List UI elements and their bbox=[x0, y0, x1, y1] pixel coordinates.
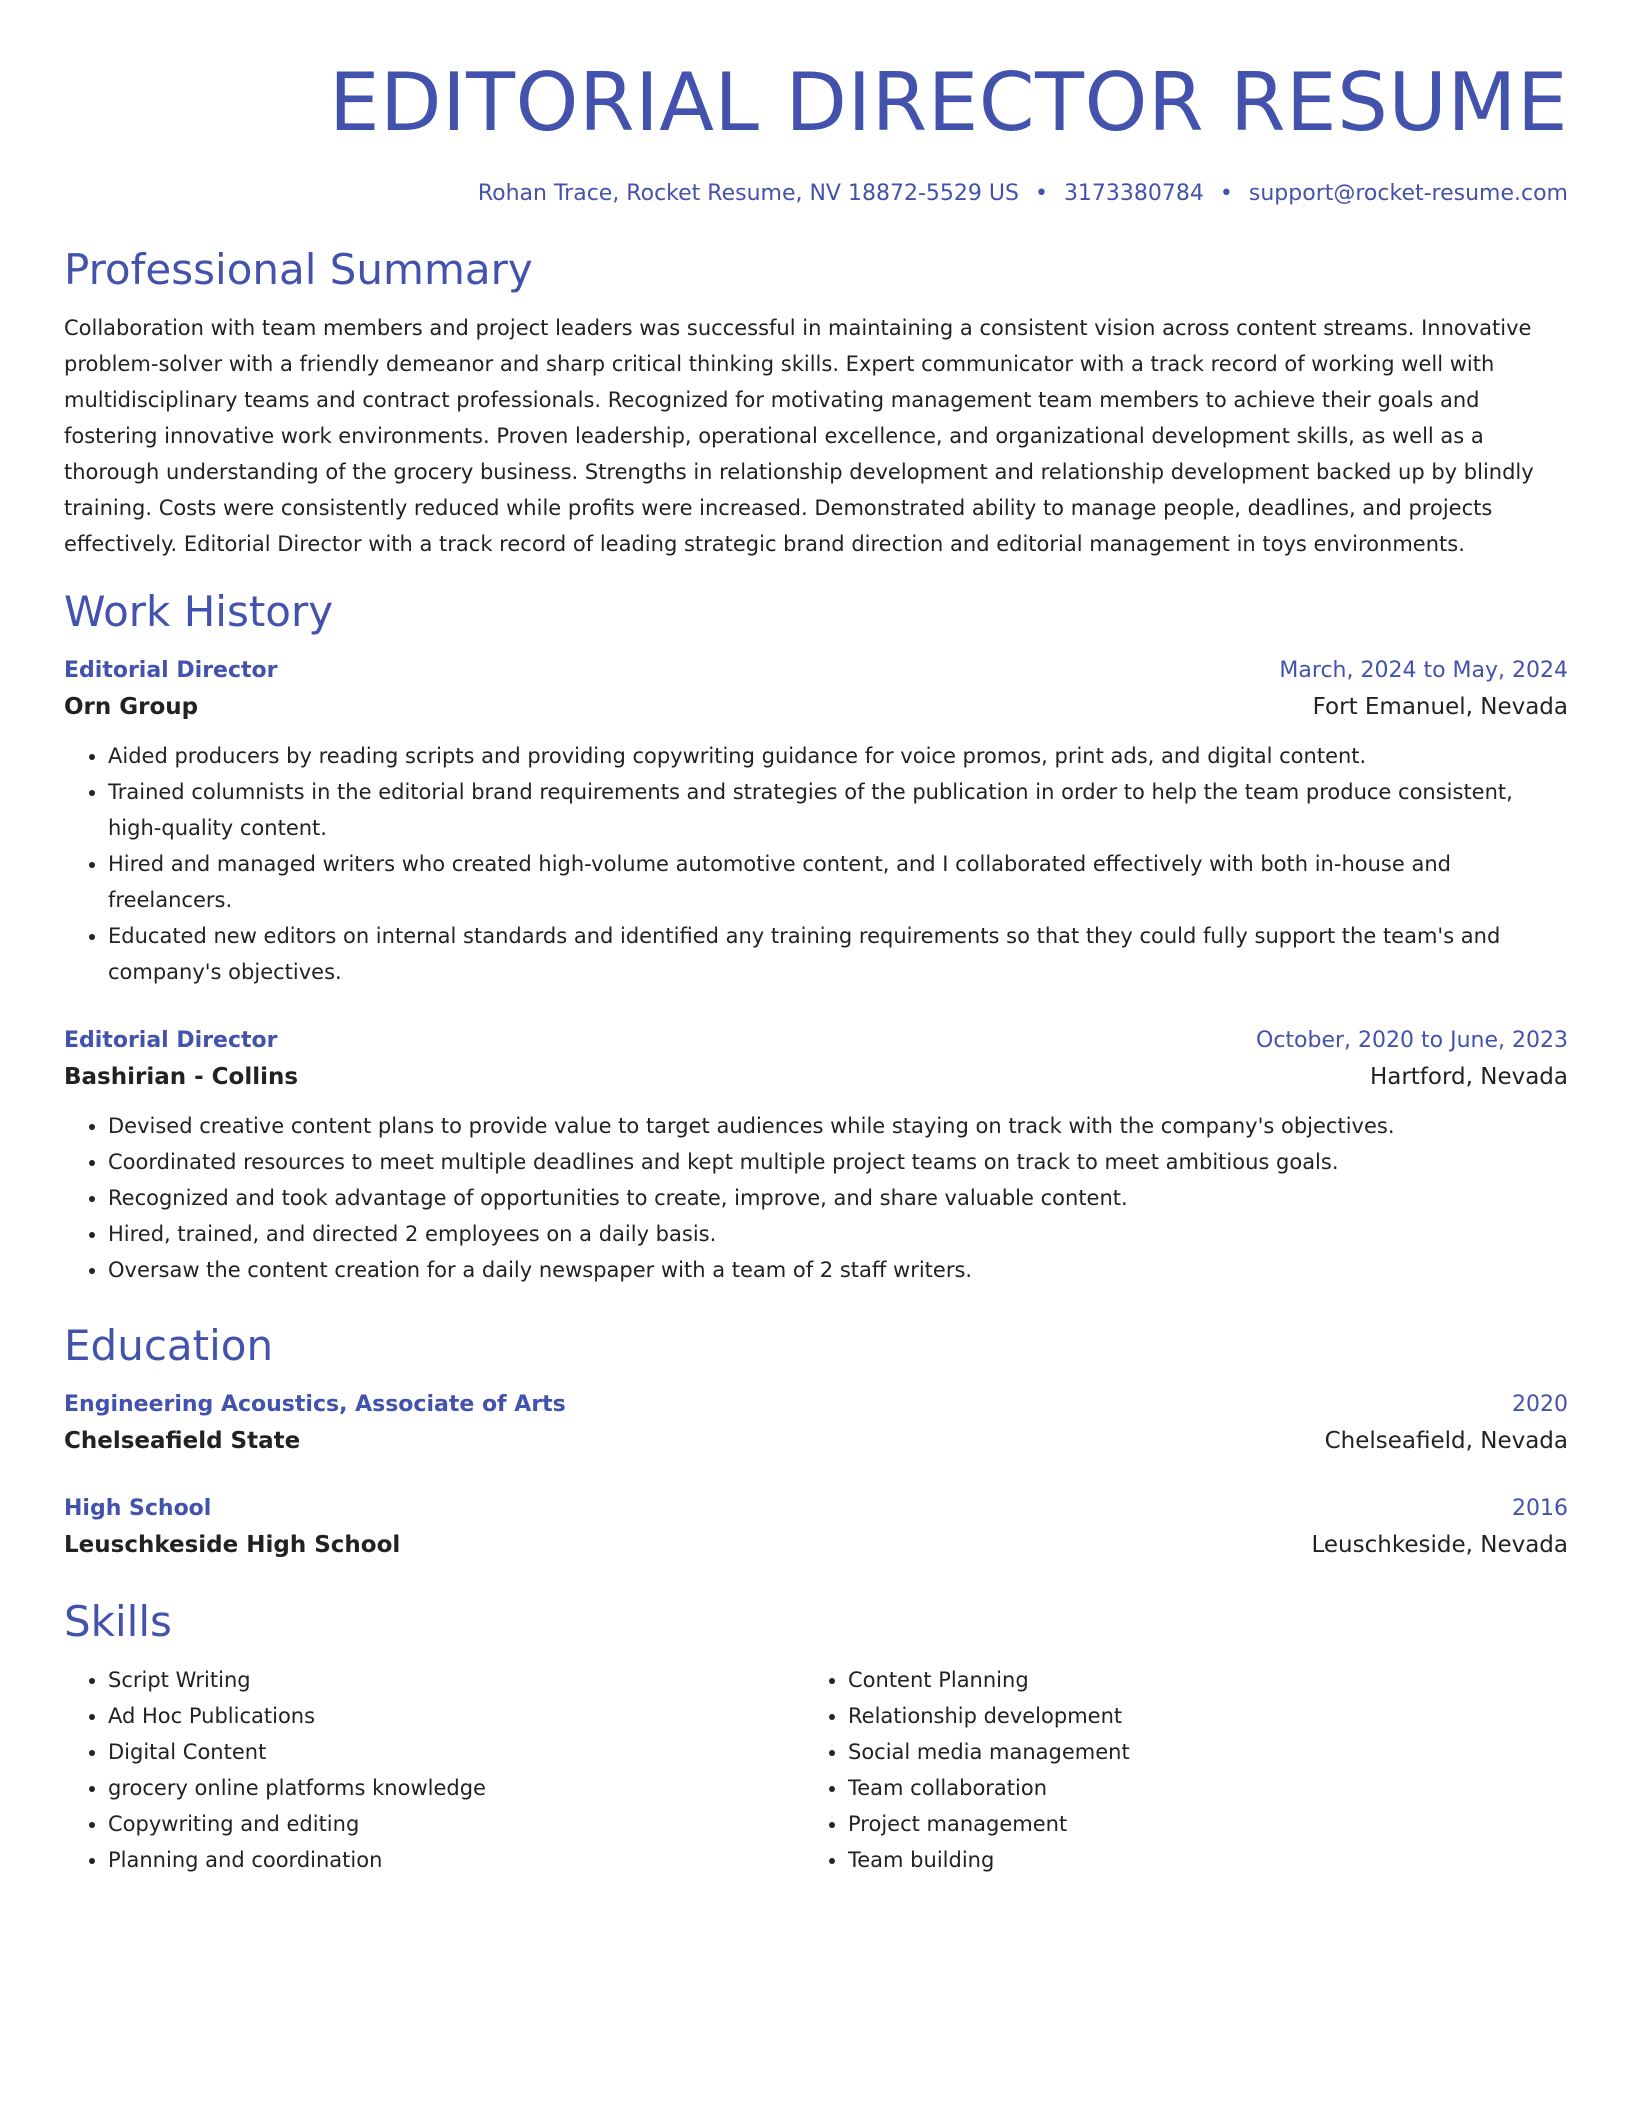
school-name: Leuschkeside High School bbox=[64, 1532, 401, 1558]
bullet-item: • Educated new editors on internal standards and identified any training requirements so that they could fully support the team's and company's objectives. bbox=[108, 918, 1568, 990]
contact-line bbox=[64, 178, 1568, 210]
job-location: Fort Emanuel, Nevada bbox=[1312, 694, 1568, 720]
skill-item: • Social media management bbox=[848, 1734, 1564, 1770]
skill-item: • Team building bbox=[848, 1842, 1564, 1878]
bullet-item: • Oversaw the content creation for a daily newspaper with a team of 2 staff writers. bbox=[108, 1252, 1568, 1288]
summary-heading: Professional Summary bbox=[64, 245, 533, 294]
summary-text: Collaboration with team members and project leaders was successful in maintaining a consistent vision across content streams. Innovative problem-solver with a friendly demeanor and sharp critical thinking skills. Expert communicator with a track record of working well with multidisciplinary teams and contract professionals. Recognized for motivating management team members to achieve their goals and fostering innovative work environments. Proven leadership, operational excellence, and organizational development skills, as well as a thorough understanding of the grocery business. Strengths in relationship development and relationship development backed up by blindly training. Costs were consistently reduced while profits were increased. Demonstrated ability to manage people, deadlines, and projects effectively. Editorial Director with a track record of leading strategic brand direction and editorial management in toys environments. bbox=[64, 316, 1534, 556]
skills-column-right bbox=[804, 1662, 1564, 1878]
skills-column-left bbox=[64, 1662, 804, 1878]
bullet-item: • Devised creative content plans to provide value to target audiences while staying on track with the company's objectives. bbox=[108, 1108, 1568, 1144]
skill-item: • Relationship development bbox=[848, 1698, 1564, 1734]
degree-name: Engineering Acoustics, Associate of Arts bbox=[64, 1392, 566, 1417]
job-title: Editorial Director bbox=[64, 658, 278, 683]
separator-dot: • bbox=[1034, 181, 1048, 206]
skill-item: • Team collaboration bbox=[848, 1770, 1564, 1806]
school-location: Chelseafield, Nevada bbox=[1324, 1428, 1568, 1454]
education-heading: Education bbox=[64, 1321, 274, 1370]
company-name: Bashirian - Collins bbox=[64, 1064, 299, 1090]
bullet-item: • Aided producers by reading scripts and providing copywriting guidance for voice promos, print ads, and digital content. bbox=[108, 738, 1568, 774]
job-entry bbox=[64, 1024, 1568, 1288]
skills-heading: Skills bbox=[64, 1597, 172, 1646]
company-name: Orn Group bbox=[64, 694, 199, 720]
bullet-item: • Coordinated resources to meet multiple deadlines and kept multiple project teams on track to meet ambitious goals. bbox=[108, 1144, 1568, 1180]
job-title: Editorial Director bbox=[64, 1028, 278, 1053]
bullet-item: • Hired and managed writers who created high-volume automotive content, and I collaborated effectively with both in-house and freelancers. bbox=[108, 846, 1568, 918]
school-name: Chelseafield State bbox=[64, 1428, 301, 1454]
job-bullets bbox=[64, 738, 1568, 990]
school-location: Leuschkeside, Nevada bbox=[1311, 1532, 1568, 1558]
job-dates: March, 2024 to May, 2024 bbox=[1279, 658, 1568, 683]
separator-dot: • bbox=[1219, 181, 1233, 206]
job-location: Hartford, Nevada bbox=[1369, 1064, 1568, 1090]
skill-item: • Content Planning bbox=[848, 1662, 1564, 1698]
skill-item: • Digital Content bbox=[108, 1734, 804, 1770]
bullet-item: • Trained columnists in the editorial brand requirements and strategies of the publication in order to help the team produce consistent, high-quality content. bbox=[108, 774, 1568, 846]
job-entry bbox=[64, 654, 1568, 990]
graduation-year: 2020 bbox=[1512, 1392, 1568, 1417]
degree-name: High School bbox=[64, 1496, 212, 1521]
education-entry bbox=[64, 1492, 1568, 1564]
education-entry bbox=[64, 1388, 1568, 1460]
skill-item: • Ad Hoc Publications bbox=[108, 1698, 804, 1734]
contact-address: Rohan Trace, Rocket Resume, NV 18872-5529 US bbox=[477, 181, 1019, 206]
skill-item: • Planning and coordination bbox=[108, 1842, 804, 1878]
job-dates: October, 2020 to June, 2023 bbox=[1256, 1028, 1568, 1053]
bullet-item: • Hired, trained, and directed 2 employees on a daily basis. bbox=[108, 1216, 1568, 1252]
job-bullets bbox=[64, 1108, 1568, 1288]
contact-phone: 3173380784 bbox=[1063, 181, 1204, 206]
skill-item: • Copywriting and editing bbox=[108, 1806, 804, 1842]
bullet-item: • Recognized and took advantage of opportunities to create, improve, and share valuable content. bbox=[108, 1180, 1568, 1216]
graduation-year: 2016 bbox=[1512, 1496, 1568, 1521]
contact-email: support@rocket-resume.com bbox=[1248, 181, 1568, 206]
skill-item: • Script Writing bbox=[108, 1662, 804, 1698]
skill-item: • Project management bbox=[848, 1806, 1564, 1842]
work-history-heading: Work History bbox=[64, 587, 334, 636]
skills-list bbox=[64, 1662, 1568, 1878]
page-title: EDITORIAL DIRECTOR RESUME bbox=[328, 56, 1568, 149]
skill-item: • grocery online platforms knowledge bbox=[108, 1770, 804, 1806]
